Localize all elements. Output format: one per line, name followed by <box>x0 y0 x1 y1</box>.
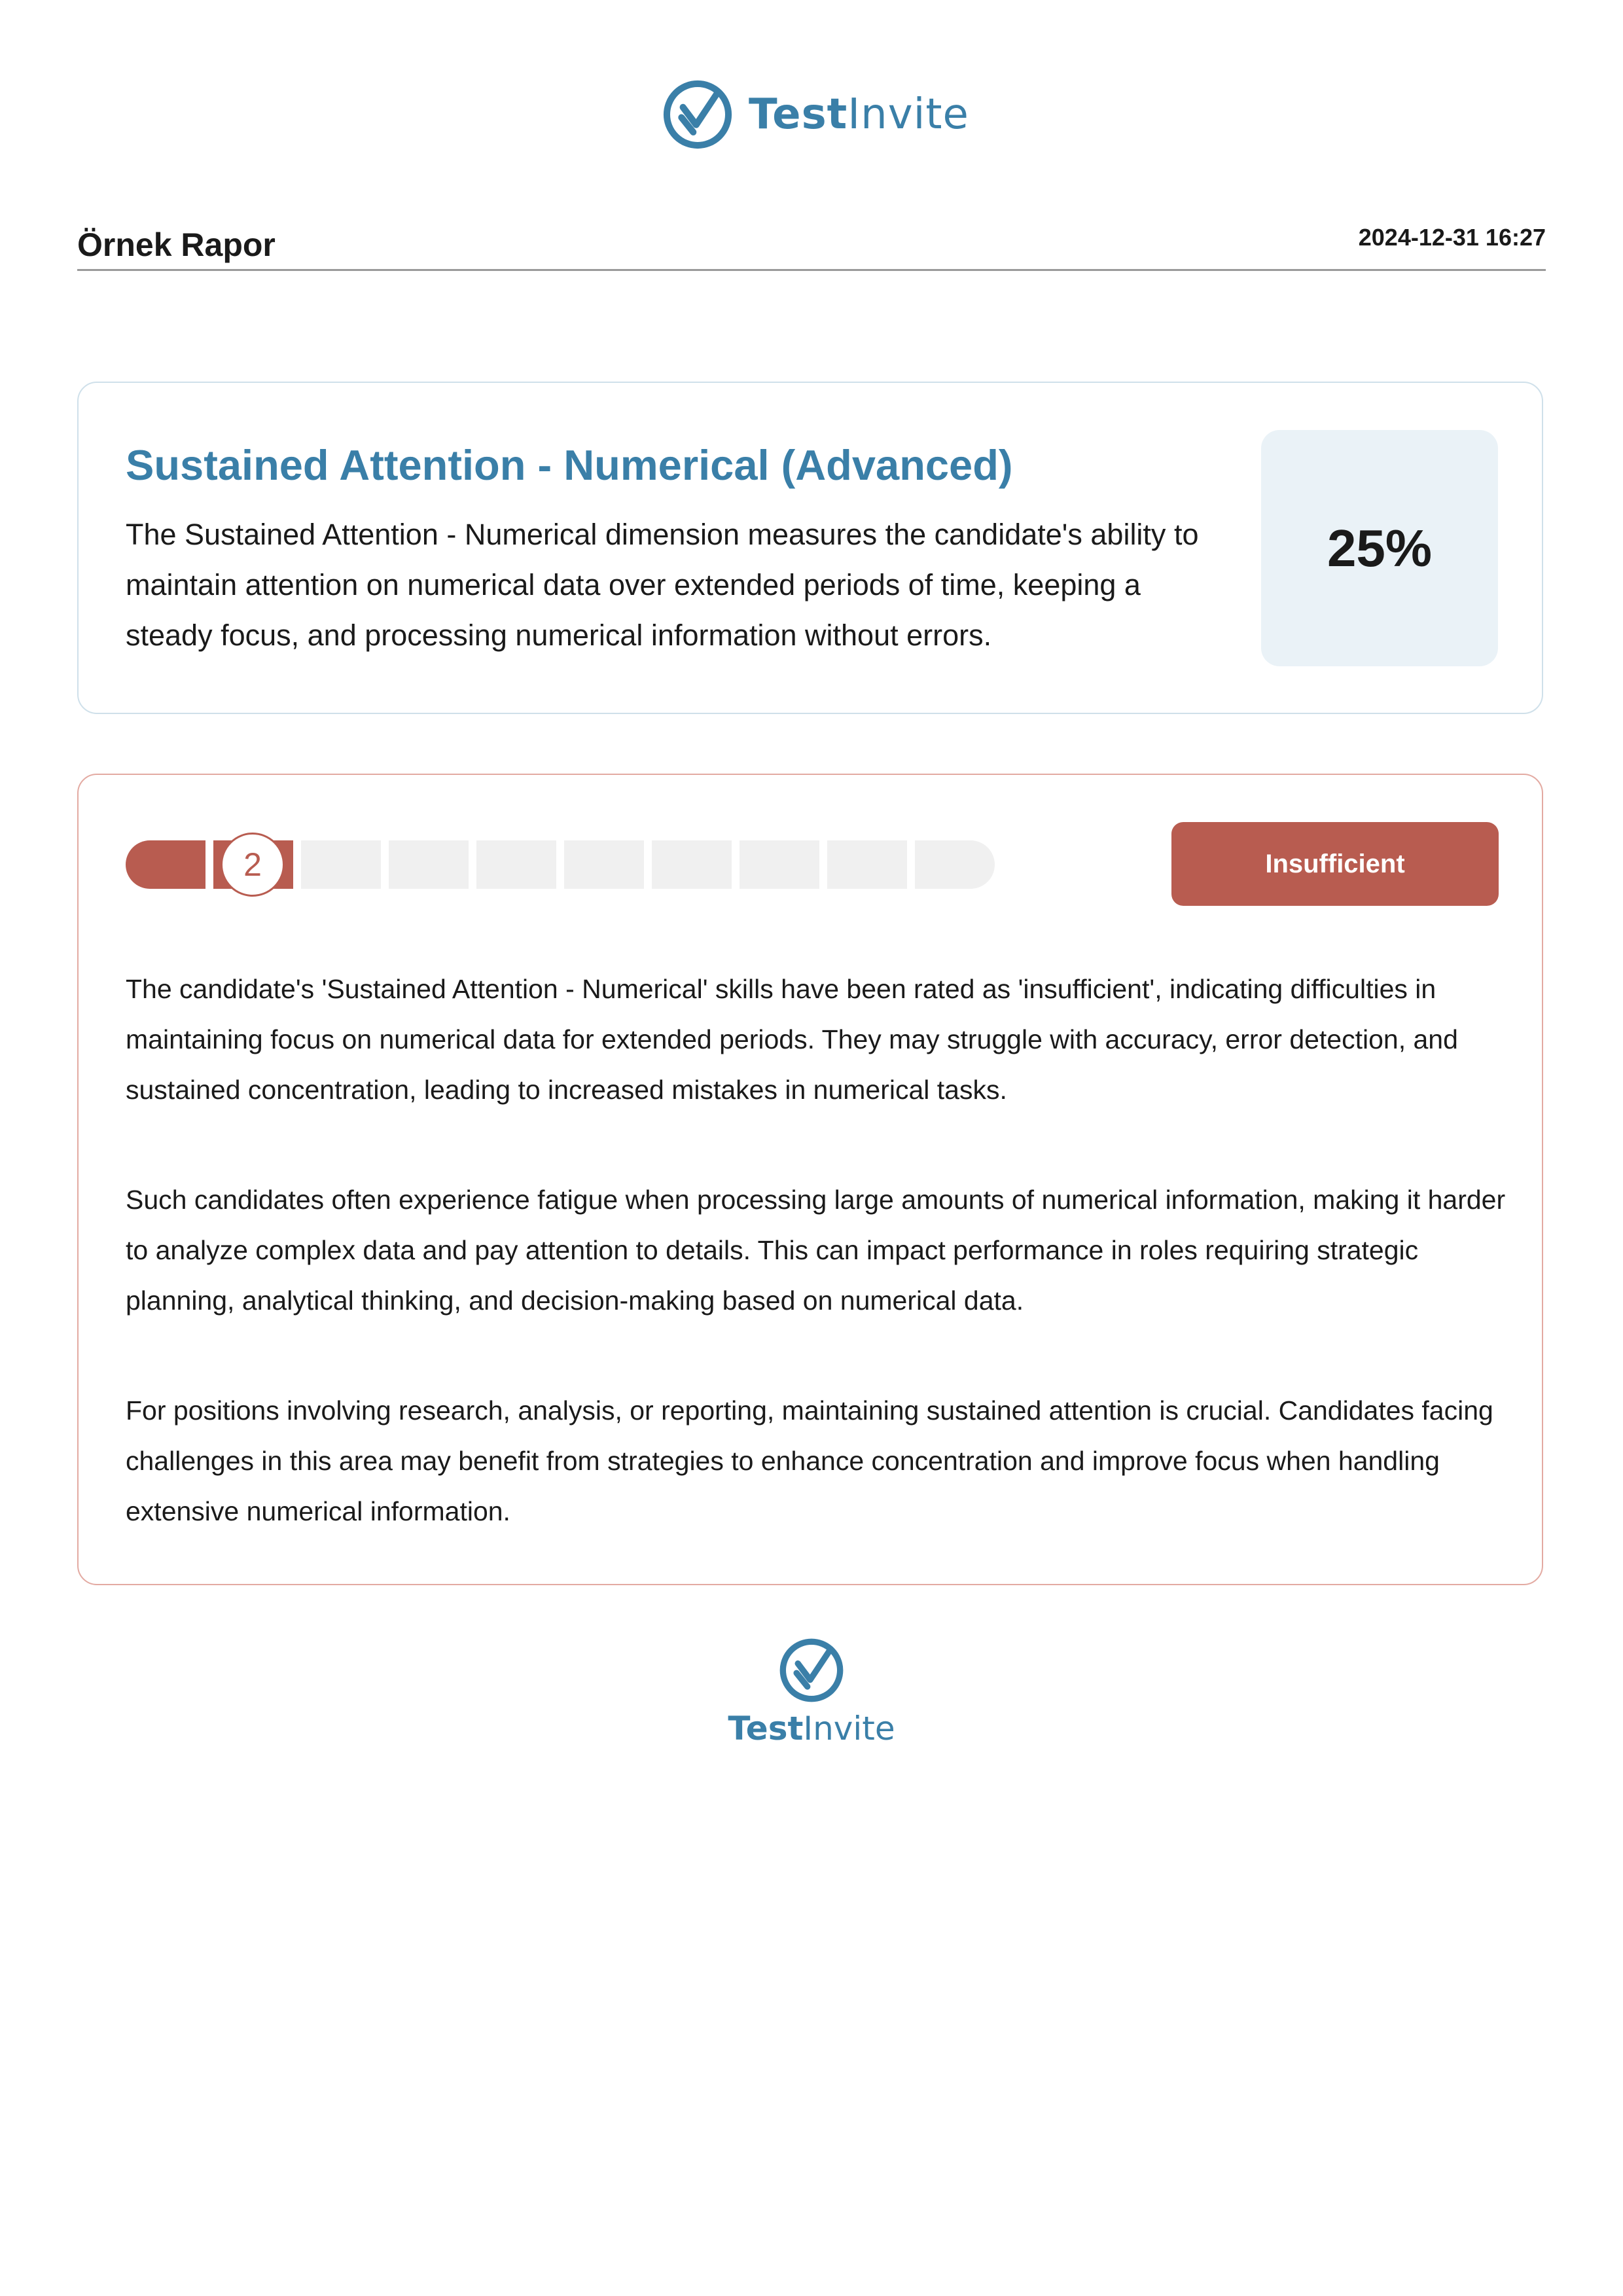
rating-paragraph: Such candidates often experience fatigue when processing large amounts of numerical information, making it harder to analyze complex data and pay attention to details. This can impact performance in roles requiring strategic planning, analytical thinking, and decision-making based on numerical data. <box>126 1185 1506 1316</box>
brand-wordmark: TestInvite <box>749 90 969 139</box>
level-segment <box>126 840 205 889</box>
level-segment <box>301 840 381 889</box>
report-title: Örnek Rapor <box>77 226 276 263</box>
score-value: 25% <box>1327 518 1433 577</box>
level-segment <box>827 840 907 889</box>
level-segment <box>652 840 732 889</box>
level-segment <box>389 840 469 889</box>
rating-paragraph: The candidate's 'Sustained Attention - Numerical' skills have been rated as 'insufficient', indicating difficulties in maintaining focus on numerical data for extended periods. They may struggle with accuracy, error detection, and sustained concentration, leading to increased mistakes in numerical tasks. <box>126 974 1458 1105</box>
dimension-title: Sustained Attention - Numerical (Advanced) <box>126 441 1013 489</box>
footer-logo <box>707 1636 916 1761</box>
footer-wordmark: TestInvite <box>728 1710 895 1748</box>
level-segment <box>476 840 556 889</box>
check-badge-icon <box>777 1636 846 1704</box>
report-datetime: 2024-12-31 16:27 <box>1358 224 1546 251</box>
rating-badge: Insufficient <box>1171 822 1499 906</box>
level-segment <box>564 840 644 889</box>
dimension-description: The Sustained Attention - Numerical dimension measures the candidate's ability to maintain attention on numerical data over extended periods of time, keeping a steady focus, and processing numerical information without errors. <box>126 518 1199 652</box>
rating-paragraph: For positions involving research, analysis, or reporting, maintaining sustained attention is crucial. Candidates facing challenges in this area may benefit from strategies to enhance concentration and improve focus when handling extensive numerical information. <box>126 1395 1493 1526</box>
brand-logo <box>661 75 969 154</box>
level-marker: 2 <box>221 833 285 897</box>
level-segment <box>915 840 995 889</box>
header-divider <box>77 269 1546 271</box>
score-box <box>1261 430 1498 666</box>
check-badge-icon <box>661 78 734 151</box>
level-segment <box>740 840 819 889</box>
